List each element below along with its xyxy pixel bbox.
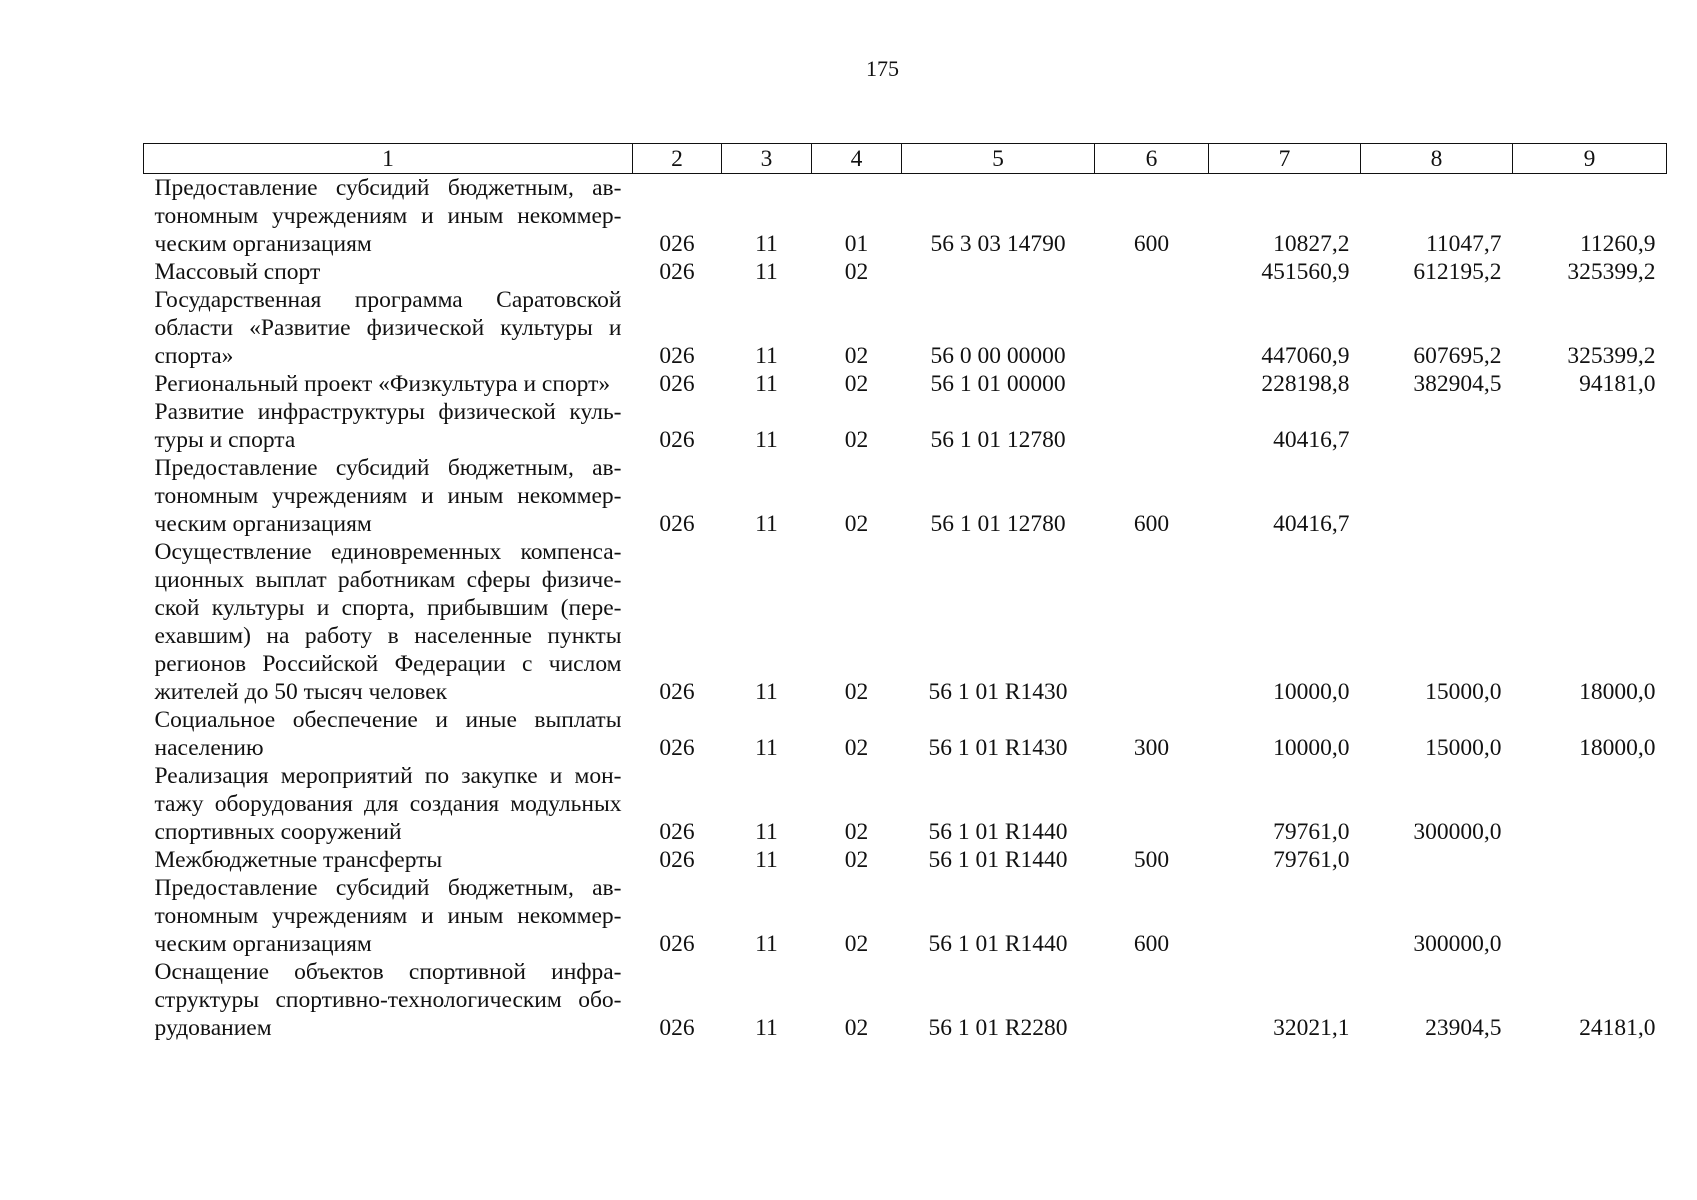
- row-name: Государственная программа Саратовской области «Развитие физической культуры и спорта»: [154, 287, 622, 369]
- amount-col-7: 10000,0: [1273, 679, 1350, 705]
- amount-col-7: 79761,0: [1273, 847, 1350, 873]
- subsection-code: 02: [844, 1015, 869, 1041]
- target-article-code: 56 1 01 12780: [930, 511, 1066, 537]
- column-header-6: 6: [1095, 144, 1209, 174]
- column-header-3: 3: [722, 144, 812, 174]
- target-article-code: 56 1 01 00000: [930, 371, 1066, 397]
- amount-col-8: 612195,2: [1413, 259, 1502, 285]
- ministry-code: 026: [659, 819, 695, 845]
- section-code: 11: [755, 343, 778, 369]
- expense-type-code: 300: [1133, 735, 1170, 761]
- row-name: Массовый спорт: [154, 259, 321, 285]
- section-code: 11: [755, 231, 778, 257]
- row-name: Оснащение объектов спортивной инфраструктуры спортивно-технологическим оборудованием: [154, 959, 622, 1041]
- row-name: Предоставление субсидий бюджетным, автономным учреждениям и иным некоммерческим организациям: [154, 175, 622, 257]
- section-code: 11: [755, 679, 778, 705]
- amount-col-9: 325399,2: [1567, 343, 1656, 369]
- amount-col-9: 18000,0: [1579, 735, 1656, 761]
- budget-table: [143, 143, 1667, 1042]
- ministry-code: 026: [659, 343, 695, 369]
- expense-type-code: [1095, 958, 1209, 1042]
- ministry-code: 026: [659, 1015, 695, 1041]
- table-row: [144, 286, 1667, 370]
- column-header-2: 2: [633, 144, 722, 174]
- column-header-9: 9: [1513, 144, 1667, 174]
- target-article-code: 56 1 01 R1440: [928, 931, 1068, 957]
- column-header-row: [144, 144, 1667, 174]
- ministry-code: 026: [659, 679, 695, 705]
- row-name: Предоставление субсидий бюджетным, автономным учреждениям и иным некоммерческим организациям: [154, 455, 622, 537]
- subsection-code: 02: [844, 427, 869, 453]
- table-row: [144, 370, 1667, 398]
- target-article-code: 56 1 01 12780: [930, 427, 1066, 453]
- amount-col-9: 24181,0: [1579, 1015, 1656, 1041]
- amount-col-8: 607695,2: [1413, 343, 1502, 369]
- amount-col-8: 23904,5: [1425, 1015, 1502, 1041]
- subsection-code: 01: [844, 231, 869, 257]
- amount-col-7: 40416,7: [1273, 511, 1350, 537]
- amount-col-8: 382904,5: [1413, 371, 1502, 397]
- amount-col-8: 11047,7: [1425, 231, 1502, 257]
- section-code: 11: [755, 511, 778, 537]
- amount-col-9: [1513, 398, 1667, 454]
- expense-type-code: [1095, 398, 1209, 454]
- table-row: [144, 538, 1667, 706]
- target-article-code: 56 1 01 R1440: [928, 819, 1068, 845]
- table-row: [144, 762, 1667, 846]
- amount-col-9: 18000,0: [1579, 679, 1656, 705]
- amount-col-9: [1513, 874, 1667, 958]
- amount-col-8: 15000,0: [1425, 679, 1502, 705]
- amount-col-7: 10827,2: [1273, 231, 1350, 257]
- section-code: 11: [755, 819, 778, 845]
- amount-col-7: 447060,9: [1261, 343, 1350, 369]
- column-header-1: 1: [144, 144, 633, 174]
- subsection-code: 02: [844, 259, 869, 285]
- row-name: Межбюджетные трансферты: [154, 847, 443, 873]
- ministry-code: 026: [659, 427, 695, 453]
- row-name: Предоставление субсидий бюджетным, автономным учреждениям и иным некоммерческим организациям: [154, 875, 622, 957]
- section-code: 11: [755, 735, 778, 761]
- section-code: 11: [755, 371, 778, 397]
- target-article-code: 56 0 00 00000: [930, 343, 1066, 369]
- amount-col-7: 228198,8: [1261, 371, 1350, 397]
- amount-col-8: 300000,0: [1413, 931, 1502, 957]
- table-row: [144, 258, 1667, 286]
- ministry-code: 026: [659, 231, 695, 257]
- ministry-code: 026: [659, 511, 695, 537]
- table-row: [144, 174, 1667, 259]
- page-number: 175: [866, 56, 899, 81]
- subsection-code: 02: [844, 511, 869, 537]
- subsection-code: 02: [844, 735, 869, 761]
- table-row: [144, 874, 1667, 958]
- row-name: Социальное обеспечение и иные выплаты населению: [154, 707, 622, 761]
- table-row: [144, 846, 1667, 874]
- amount-col-8: [1361, 398, 1513, 454]
- ministry-code: 026: [659, 735, 695, 761]
- table-row: [144, 706, 1667, 762]
- amount-col-9: 325399,2: [1567, 259, 1656, 285]
- subsection-code: 02: [844, 343, 869, 369]
- amount-col-9: [1513, 846, 1667, 874]
- row-name: Осуществление единовременных компенсационных выплат работникам сферы физической культуры и спорта, прибывшим (переехавшим) на работу в населенные пункты регионов Российской Федерации с числом жителей до 50 тысяч человек: [154, 539, 622, 705]
- expense-type-code: 600: [1133, 231, 1170, 257]
- column-header-5: 5: [902, 144, 1095, 174]
- expense-type-code: 600: [1133, 931, 1170, 957]
- column-header-7: 7: [1209, 144, 1361, 174]
- ministry-code: 026: [659, 931, 695, 957]
- target-article-code: 56 1 01 R1430: [928, 735, 1068, 761]
- section-code: 11: [755, 931, 778, 957]
- amount-col-8: 15000,0: [1425, 735, 1502, 761]
- table-row: [144, 958, 1667, 1042]
- amount-col-8: 300000,0: [1413, 819, 1502, 845]
- amount-col-9: [1513, 454, 1667, 538]
- row-name: Развитие инфраструктуры физической культуры и спорта: [154, 399, 622, 453]
- subsection-code: 02: [844, 931, 869, 957]
- expense-type-code: [1095, 762, 1209, 846]
- expense-type-code: 600: [1133, 511, 1170, 537]
- expense-type-code: [1095, 286, 1209, 370]
- table-row: [144, 398, 1667, 454]
- amount-col-7: 451560,9: [1261, 259, 1350, 285]
- section-code: 11: [755, 1015, 778, 1041]
- amount-col-7: 79761,0: [1273, 819, 1350, 845]
- section-code: 11: [755, 259, 778, 285]
- ministry-code: 026: [659, 847, 695, 873]
- subsection-code: 02: [844, 819, 869, 845]
- ministry-code: 026: [659, 259, 695, 285]
- target-article-code: 56 1 01 R1430: [928, 679, 1068, 705]
- expense-type-code: 500: [1133, 847, 1170, 873]
- table-row: [144, 454, 1667, 538]
- amount-col-7: 40416,7: [1273, 427, 1350, 453]
- amount-col-7: [1209, 874, 1361, 958]
- ministry-code: 026: [659, 371, 695, 397]
- subsection-code: 02: [844, 679, 869, 705]
- subsection-code: 02: [844, 847, 869, 873]
- expense-type-code: [1095, 258, 1209, 286]
- expense-type-code: [1095, 370, 1209, 398]
- amount-col-9: 94181,0: [1579, 371, 1656, 397]
- column-header-8: 8: [1361, 144, 1513, 174]
- target-article-code: 56 3 03 14790: [930, 231, 1066, 257]
- expense-type-code: [1095, 538, 1209, 706]
- section-code: 11: [755, 427, 778, 453]
- row-name: Реализация мероприятий по закупке и монтажу оборудования для создания модульных спортивных сооружений: [154, 763, 622, 845]
- row-name: Региональный проект «Физкультура и спорт»: [154, 371, 611, 397]
- section-code: 11: [755, 847, 778, 873]
- amount-col-8: [1361, 454, 1513, 538]
- column-header-4: 4: [812, 144, 902, 174]
- amount-col-7: 10000,0: [1273, 735, 1350, 761]
- target-article-code: [902, 258, 1095, 286]
- subsection-code: 02: [844, 371, 869, 397]
- amount-col-9: [1513, 762, 1667, 846]
- amount-col-7: 32021,1: [1273, 1015, 1350, 1041]
- target-article-code: 56 1 01 R2280: [928, 1015, 1068, 1041]
- target-article-code: 56 1 01 R1440: [928, 847, 1068, 873]
- amount-col-9: 11260,9: [1579, 231, 1656, 257]
- amount-col-8: [1361, 846, 1513, 874]
